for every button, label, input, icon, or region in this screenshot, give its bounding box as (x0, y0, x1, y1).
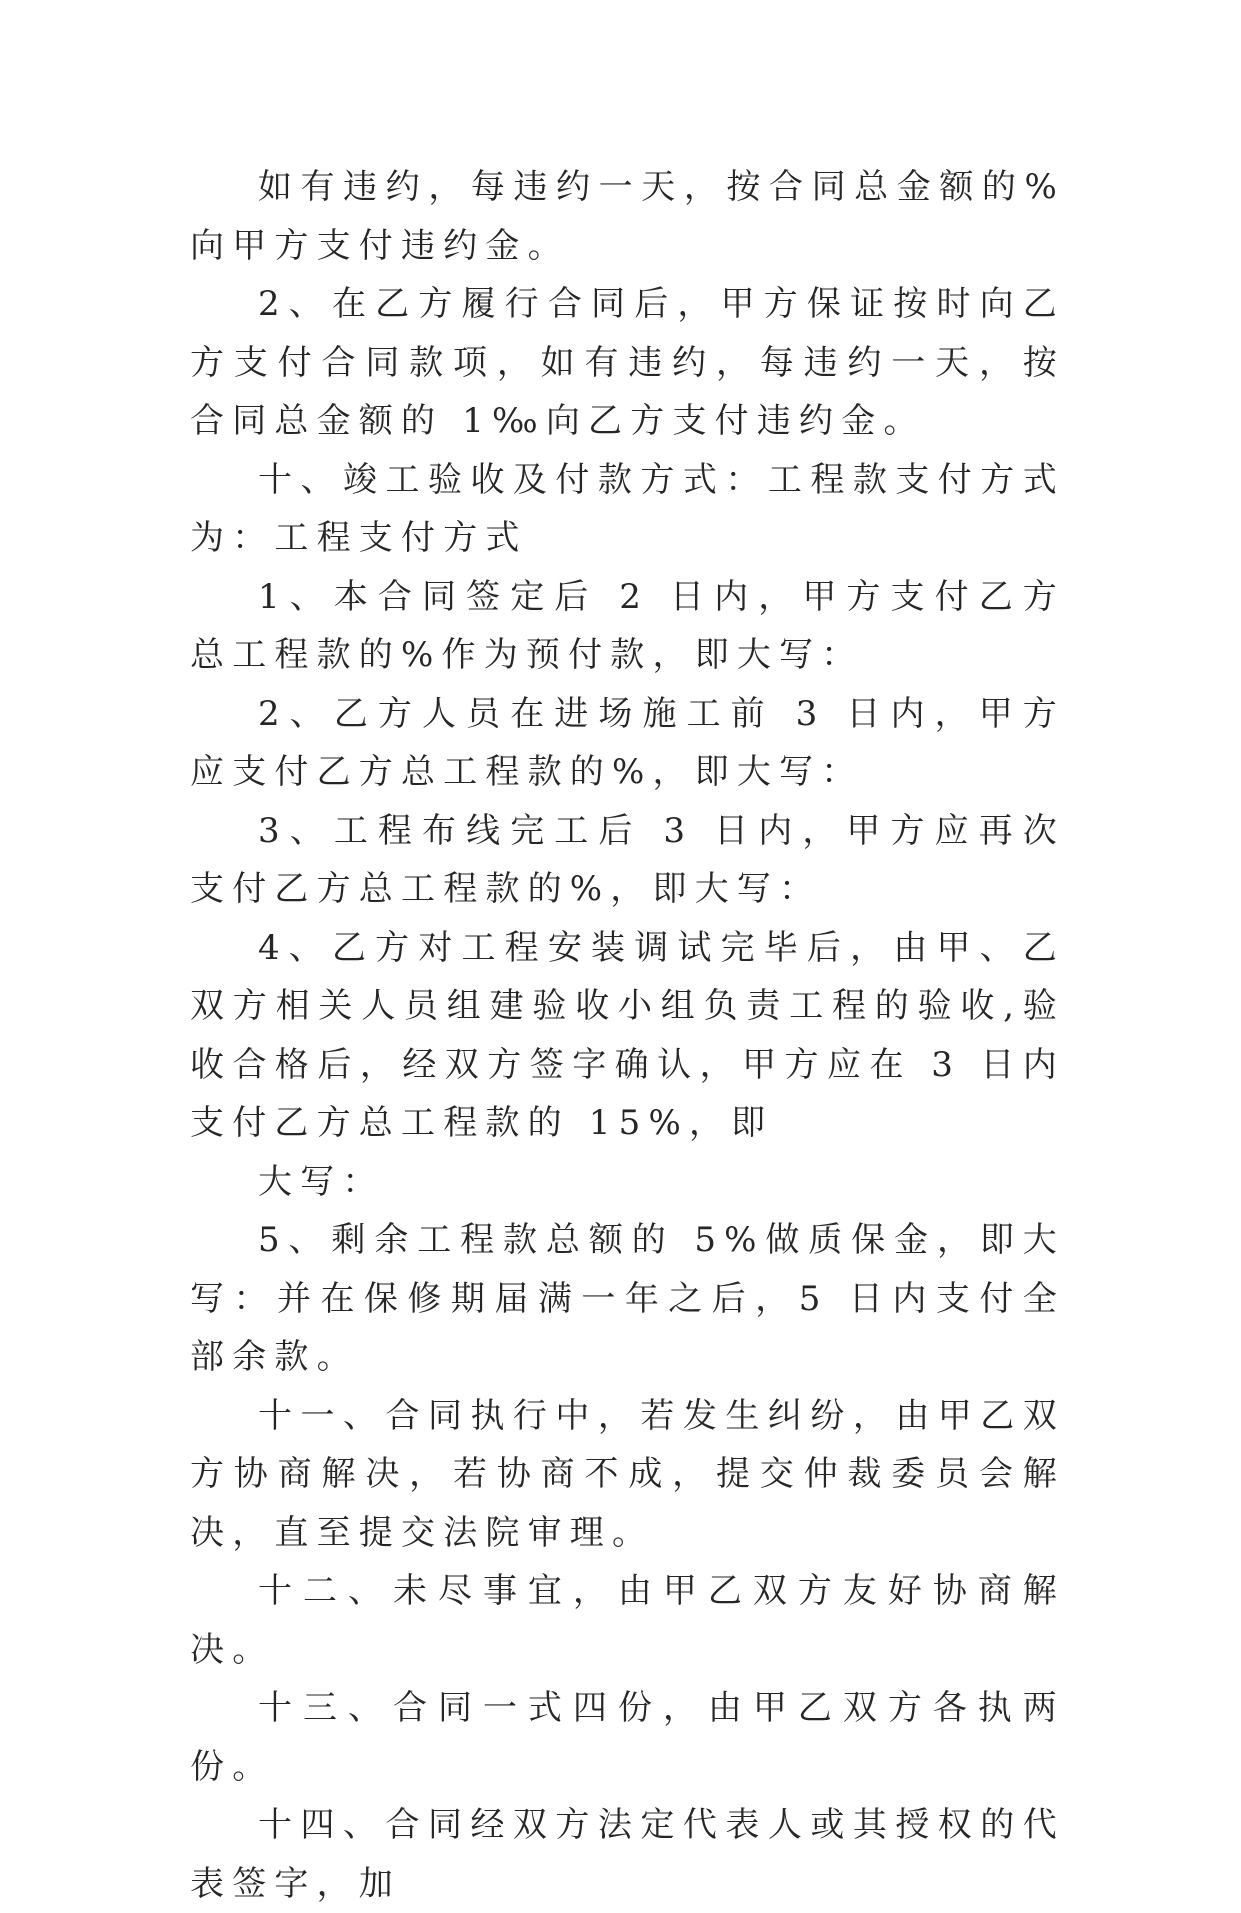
payment-item-4-amount: 大写： (258, 1161, 385, 1202)
section-10-heading: 十、竣工验收及付款方式：工程款支付方式为：工程支付方式 (190, 459, 1065, 558)
paragraph-penalty-party-b: 如有违约，每违约一天，按合同总金额的%向甲方支付违约金。 (190, 167, 1065, 266)
payment-item-2: 2、乙方人员在进场施工前 3 日内，甲方应支付乙方总工程款的%，即大写： (190, 693, 1065, 792)
section-14-signature: 十四、合同经双方法定代表人或其授权的代表签字，加 (190, 1805, 1065, 1904)
payment-item-3: 3、工程布线完工后 3 日内，甲方应再次支付乙方总工程款的%，即大写： (190, 810, 1065, 909)
section-12-pending-matters: 十二、未尽事宜，由甲乙双方友好协商解决。 (190, 1571, 1065, 1670)
payment-item-4: 4、乙方对工程安装调试完毕后，由甲、乙双方相关人员组建验收小组负责工程的验收,验收合格后，经双方签字确认，甲方应在 3 日内支付乙方总工程款的 15%，即 (190, 927, 1065, 1143)
section-11-dispute: 十一、合同执行中，若发生纠纷，由甲乙双方协商解决，若协商不成，提交仲裁委员会解决，直至提交法院审理。 (190, 1395, 1065, 1553)
section-13-copies: 十三、合同一式四份，由甲乙双方各执两份。 (190, 1688, 1065, 1787)
paragraph-payment-guarantee: 2、在乙方履行合同后，甲方保证按时向乙方支付合同款项，如有违约，每违约一天，按合同总金额的 1‰向乙方支付违约金。 (190, 284, 1065, 441)
payment-item-5: 5、剩余工程款总额的 5%做质保金，即大写：并在保修期届满一年之后，5 日内支付全部余款。 (190, 1220, 1065, 1377)
payment-item-1: 1、本合同签定后 2 日内，甲方支付乙方总工程款的%作为预付款，即大写： (190, 576, 1065, 675)
contract-body (190, 158, 1065, 1913)
